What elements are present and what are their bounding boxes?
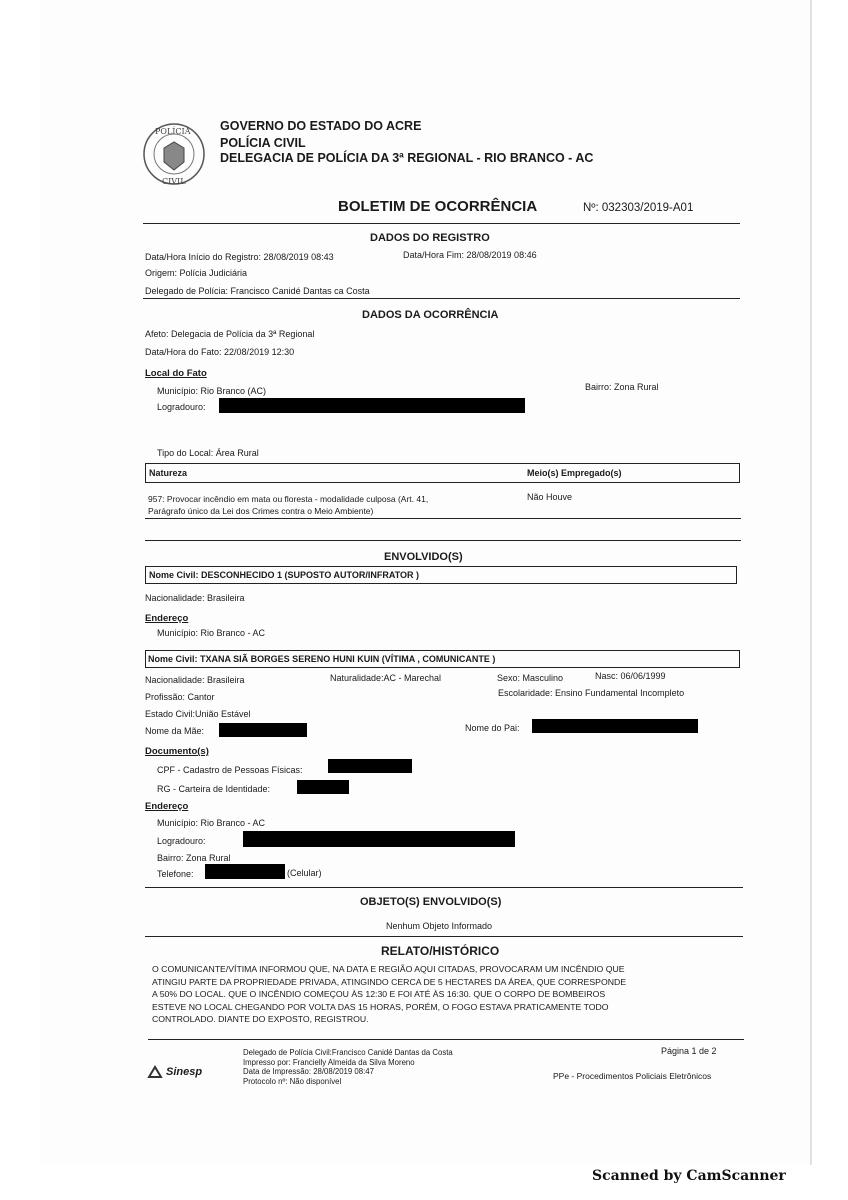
person1-nome: Nome Civil: DESCONHECIDO 1 (SUPOSTO AUTOR/INFRATOR ) [149,570,420,580]
person2-pai-label: Nome do Pai: [465,723,520,733]
section-registro-heading: DADOS DO REGISTRO [370,232,490,244]
redacted-block [219,398,525,413]
svg-text:POLÍCIA: POLÍCIA [155,127,191,136]
sinesp-logo [147,1065,202,1079]
person2-telefone-label: Telefone: [157,869,194,879]
divider [148,1039,744,1040]
meios-label: Meio(s) Empregado(s) [527,468,622,478]
redacted-block [328,759,412,773]
relato-line: ESTEVE NO LOCAL CHEGANDO POR VOLTA DAS 15 HORAS, PORÉM, O FOGO ESTAVA PRATICAMENTE TODO [152,1001,609,1012]
person2-nome: Nome Civil: TXANA SIÃ BORGES SERENO HUNI KUIN (VÍTIMA , COMUNICANTE ) [148,654,496,664]
person1-municipio: Município: Rio Branco - AC [157,628,266,638]
ocorrencia-afeto: Afeto: Delegacia de Polícia da 3ª Regional [145,329,315,339]
local-municipio: Município: Rio Branco (AC) [157,386,267,396]
cpf-label: CPF - Cadastro de Pessoas Físicas: [157,765,303,775]
natureza-box [145,463,740,483]
person2-municipio: Município: Rio Branco - AC [157,818,266,828]
divider [143,298,740,299]
meio-value: Não Houve [527,492,573,502]
ppe-label: PPe - Procedimentos Policiais Eletrônicos [553,1071,712,1081]
local-fato-heading: Local do Fato [145,368,207,379]
section-envolvidos-heading: ENVOLVIDO(S) [384,551,463,563]
document-title: BOLETIM DE OCORRÊNCIA [338,198,538,215]
person2-estado-civil: Estado Civil:União Estável [145,709,251,719]
redacted-block [532,719,698,733]
footer-impresso: Impresso por: Francielly Almeida da Silva Moreno [243,1057,415,1067]
police-title: POLÍCIA CIVIL [220,136,306,150]
person2-mae-label: Nome da Mãe: [145,726,205,736]
redacted-block [297,780,349,794]
natureza-label: Natureza [149,468,188,478]
person2-celular: (Celular) [287,868,322,878]
person2-naturalidade: Naturalidade:AC - Marechal [330,673,442,683]
registro-fim: Data/Hora Fim: 28/08/2019 08:46 [403,250,537,260]
ocorrencia-data-fato: Data/Hora do Fato: 22/08/2019 12:30 [145,347,295,357]
registro-inicio: Data/Hora Início do Registro: 28/08/2019 08:43 [145,252,334,262]
documentos-heading: Documento(s) [145,746,209,757]
delegacia-title: DELEGACIA DE POLÍCIA DA 3ª REGIONAL - RIO BRANCO - AC [220,151,594,165]
redacted-block [219,723,307,737]
local-tipo: Tipo do Local: Área Rural [157,448,259,458]
section-ocorrencia-heading: DADOS DA OCORRÊNCIA [362,309,499,321]
person2-endereco-heading: Endereço [145,801,189,812]
footer-delegado: Delegado de Polícia Civil:Francisco Canidé Dantas da Costa [243,1048,453,1057]
person2-nasc: Nasc: 06/06/1999 [595,671,666,681]
local-logradouro: Logradouro: [157,402,206,412]
svg-text:CIVIL: CIVIL [162,177,186,186]
person2-logradouro: Logradouro: [157,836,206,846]
local-bairro: Bairro: Zona Rural [585,382,659,392]
person2-escolaridade: Escolaridade: Ensino Fundamental Incompleto [498,688,685,698]
divider [145,518,741,519]
footer-protocolo: Protocolo nº: Não disponível [243,1076,342,1086]
divider [143,223,740,224]
divider [145,936,743,937]
sinesp-logo-icon [147,1065,163,1079]
redacted-block [205,864,285,879]
person2-bairro: Bairro: Zona Rural [157,853,231,863]
section-relato-heading: RELATO/HISTÓRICO [381,944,500,958]
footer-info [243,1048,453,1086]
natureza-line-2: Parágrafo único da Lei dos Crimes contra o Meio Ambiente) [148,506,374,516]
relato-line: ATINGIU PARTE DA PROPRIEDADE PRIVADA, ATINGINDO CERCA DE 5 HECTARES DA ÁREA, QUE CORRESPONDE [152,976,627,987]
registro-delegado: Delegado de Polícia: Francisco Canidé Dantas ca Costa [145,286,370,296]
registro-origem: Origem: Polícia Judiciária [145,268,248,278]
rg-label: RG - Carteira de Identidade: [157,784,271,794]
relato-text [152,963,626,1026]
person1-endereco-heading: Endereço [145,613,189,624]
redacted-block [243,831,515,847]
person2-sexo: Sexo: Masculino [497,673,564,683]
section-objetos-heading: OBJETO(S) ENVOLVIDO(S) [360,896,502,908]
person2-profissao: Profissão: Cantor [145,692,215,702]
relato-line: A 50% DO LOCAL. QUE O INCÊNDIO COMEÇOU ÀS 12:30 E FOI ATÉ ÀS 16:30. QUE O CORPO DE BOMBEIROS [152,989,606,999]
divider [145,887,743,888]
occurrence-number: Nº: 032303/2019-A01 [583,202,694,214]
person2-nacionalidade: Nacionalidade: Brasileira [145,675,245,685]
page-number: Página 1 de 2 [661,1046,717,1056]
relato-line: O COMUNICANTE/VÍTIMA INFORMOU QUE, NA DATA E REGIÃO AQUI CITADAS, PROVOCARAM UM INCÊNDIO QUE [152,964,625,974]
objetos-text: Nenhum Objeto Informado [386,921,493,931]
sinesp-logo-text: Sinesp [166,1066,203,1078]
gov-title: GOVERNO DO ESTADO DO ACRE [220,119,422,133]
footer-data-impressao: Data de Impressão: 28/08/2019 08:47 [243,1067,374,1076]
police-seal-icon [140,118,210,192]
natureza-line-1: 957: Provocar incêndio em mata ou floresta - modalidade culposa (Art. 41, [148,494,429,504]
scanner-watermark: Scanned by CamScanner [592,1168,786,1184]
person1-nacionalidade: Nacionalidade: Brasileira [145,593,245,603]
relato-line: CONTROLADO. DIANTE DO EXPOSTO, REGISTROU. [152,1014,369,1024]
divider [145,540,741,541]
